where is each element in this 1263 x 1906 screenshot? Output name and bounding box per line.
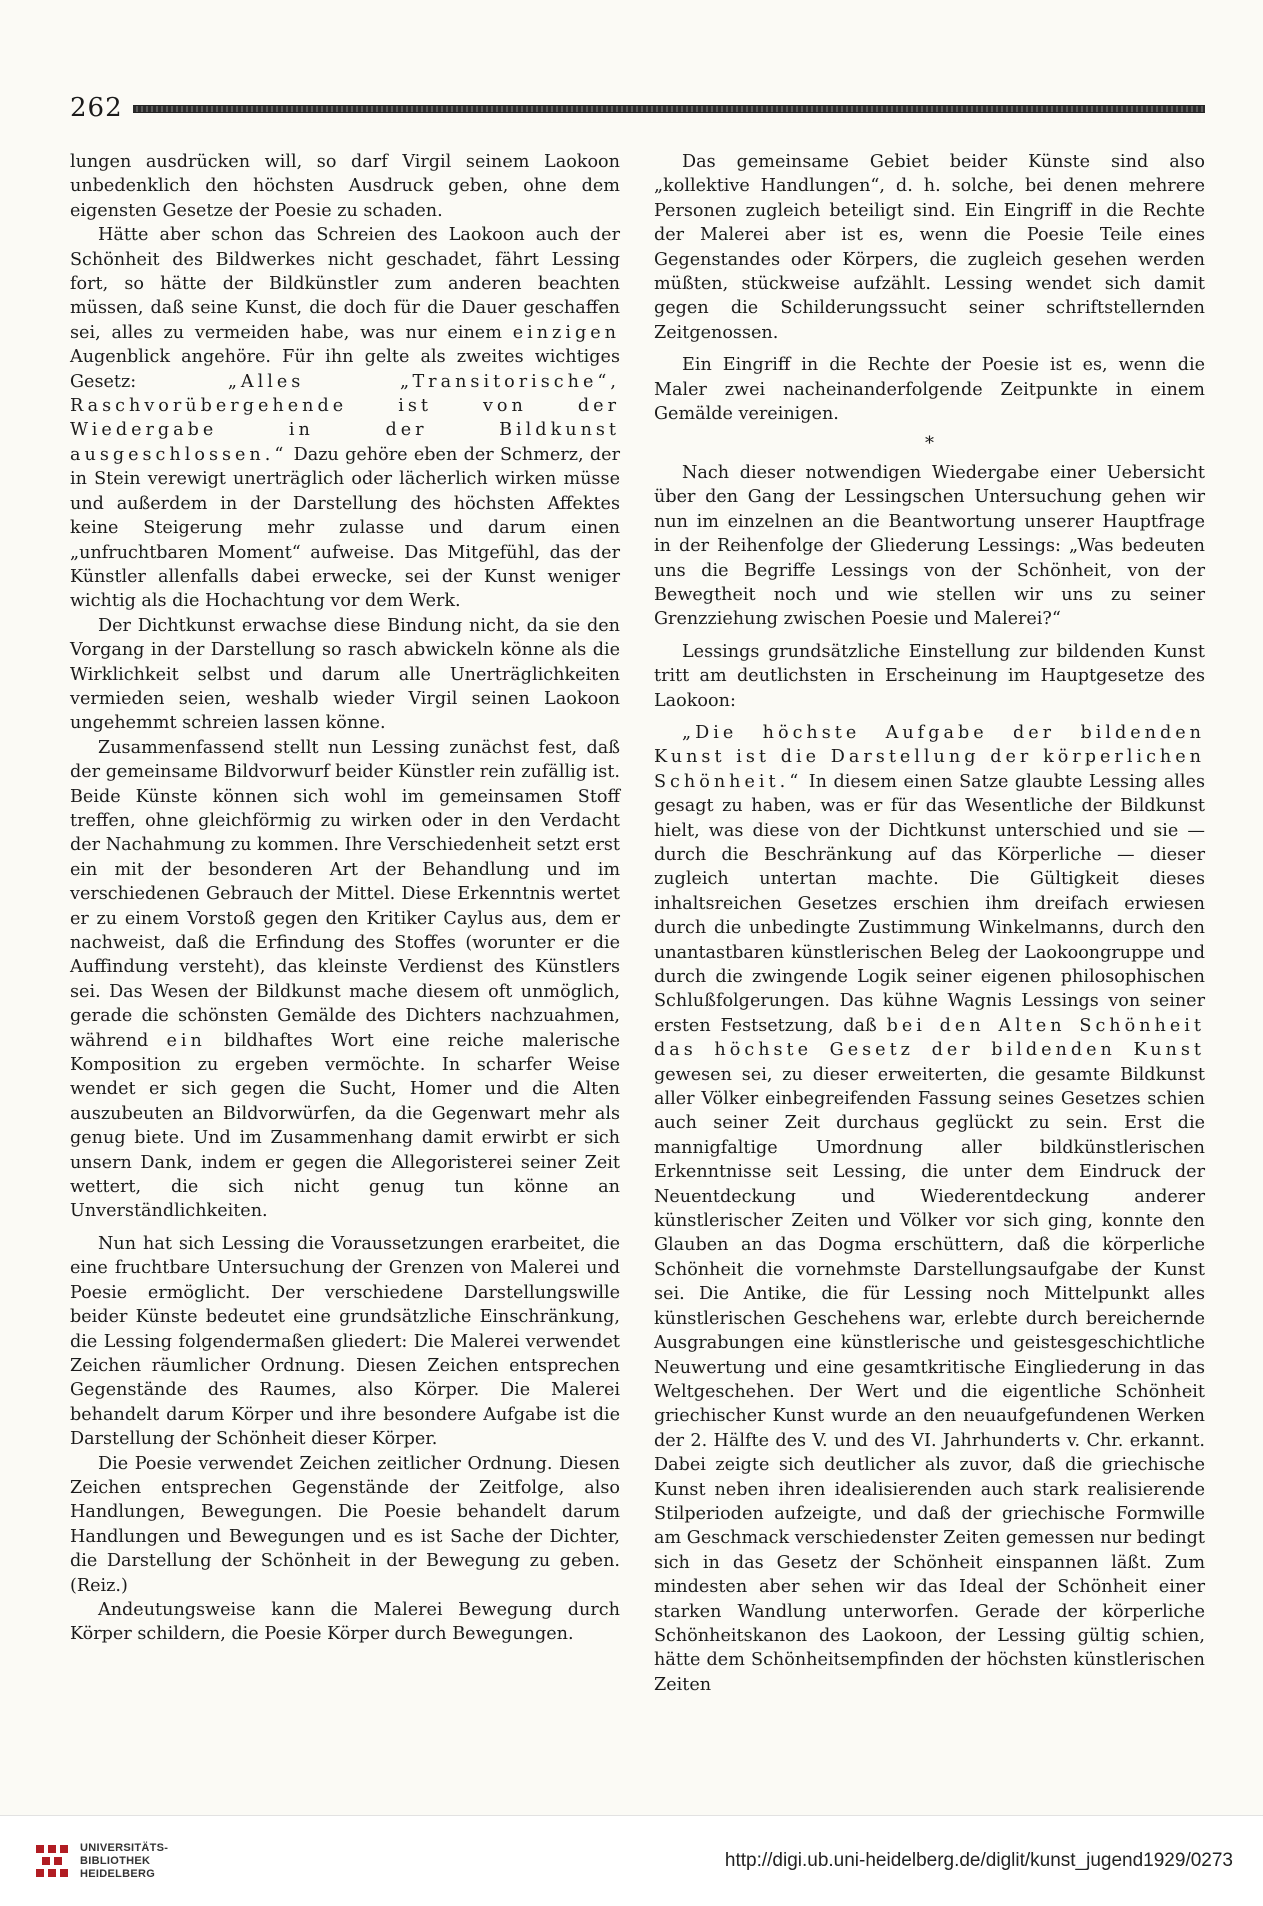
paragraph: Das gemeinsame Gebiet beider Künste sind also „kollektive Handlungen“, d. h. solche, bei denen mehrere Personen zugleich beteiligt sind. Ein Eingriff in die Rechte der Malerei aber ist es, wenn die Poesie Teile eines Gegenstandes oder Körpers, die zugleich gesehen werden müßten, stückweise aufzählt. Lessing wendet sich damit gegen die Schilderungssucht seiner schriftstellernden Zeitgenossen. (654, 152, 1205, 343)
page-number: 262 (70, 93, 123, 123)
library-seal-icon (34, 1841, 70, 1881)
paragraph: Nach dieser notwendigen Wiedergabe einer Uebersicht über den Gang der Lessingschen Untersuchung gehen wir nun im einzelnen an die Beantwortung unserer Hauptfrage in der Reihenfolge der Gliederung Lessings: „Was bedeuten uns die Begriffe Lessings von der Schönheit, von der Bewegtheit noch und wie stellen wir uns zu seiner Grenzziehung zwischen Poesie und Malerei?“ (654, 462, 1205, 630)
text-run: gewesen sei, zu dieser erweiterten, die gesamte Bildkunst aller Völker einbegreifenden Fassung seines Gesetzes schien auch seiner Zeit durchaus geglückt zu sein. Erst die mannigfaltige Umordnung aller bildkünstlerischen Erkenntnisse seit Lessing, die unter dem Eindruck der Neuentdeckung und Wiederentdeckung anderer künstlerischer Zeiten und Völker vor sich ging, konnte den Glauben an das Dogma erschüttern, daß die körperliche Schönheit die vornehmste Darstellungsaufgabe der Kunst sei. Die Antike, die für Lessing noch Mittelpunkt alles künstlerischen Geschehens war, erlebte durch bereichernde Ausgrabungen eine künstlerische und geistesgeschichtliche Neuwertung und eine gesamtkritische Eingliederung in das Weltgeschehen. Der Wert und die eigentliche Schönheit griechischer Kunst wurde an den neuaufgefundenen Werken der 2. Hälfte des V. und des VI. Jahrhunderts v. Chr. erkannt. Dabei zeigte sich deutlicher als zuvor, daß die griechische Kunst neben ihren idealisierenden auch stark realisierende Stilperioden aufzeigte, und daß der griechische Formwille am Geschmack verschiedenster Zeiten gemessen nur bedingt sich in das Gesetz der Schönheit einspannen läßt. Zum mindesten aber sehen wir das Ideal der Schönheit einer starken Wandlung unterworfen. Gerade der körperliche Schönheitskanon des Laokoon, der Lessing gültig schien, hätte dem Schönheitsempfinden der höchsten künstlerischen Zeiten (654, 1064, 1205, 1695)
library-name (80, 1842, 168, 1881)
text-run: bildhaftes Wort eine reiche malerische Komposition zu ergeben vermöchte. In scharfer Weise wendet er sich gegen die Sucht, Homer und die Alten auszubeuten an Bildvorwürfen, da die Gegenwart mehr als genug biete. Und im Zusammenhang damit erwirbt er sich unsern Dank, indem er gegen die Allegoristerei seiner Zeit wettert, die sich nicht genug tun könne an Unverständlichkeiten. (70, 1030, 621, 1222)
spaced-emphasis: „Alles „Transitorische“, Raschvorübergehende ist von der Wiedergabe in der Bildkunst ausgeschlossen.“ (70, 371, 620, 465)
paragraph: Lessings grundsätzliche Einstellung zur bildenden Kunst tritt am deutlichsten in Erscheinung im Hauptgesetze des Laokoon: (654, 641, 1205, 711)
right-column (654, 150, 1205, 1697)
permalink-url[interactable]: http://digi.ub.uni-heidelberg.de/diglit/kunst_jugend1929/0273 (724, 1850, 1233, 1871)
text-run: In diesem einen Satze glaubte Lessing alles gesagt zu haben, was er für das Wesentliche der Bildkunst hielt, was diese von der Dichtkunst unterschied und sie — durch die Beschränkung auf das Körperliche — dieser zugleich untertan machte. Die Gültigkeit dieses inhaltsreichen Gesetzes erschien ihm dreifach erwiesen durch die unbedingte Zustimmung Winkelmanns, durch den unantastbaren künstlerischen Beleg der Laokoongruppe und durch die zwingende Logik seiner eigenen philosophischen Schlußfolgerungen. Das kühne Wagnis Lessings von seiner ersten Festsetzung, daß (654, 771, 1205, 1036)
section-separator: * (925, 433, 934, 455)
paragraph: Andeutungsweise kann die Malerei Bewegung durch Körper schildern, die Poesie Körper durch Bewegungen. (70, 1599, 620, 1645)
spaced-emphasis: „Die höchste Aufgabe der bildenden Kunst ist die Darstellung der körperlichen Schönheit.“ (654, 722, 1205, 792)
text-run: Augenblick angehöre. Für ihn gelte als zweites wichtiges Gesetz: (70, 347, 620, 392)
paragraph: lungen ausdrücken will, so darf Virgil seinem Laokoon unbedenklich den höchsten Ausdruck geben, ohne dem eigensten Gesetze der Poesie zu schaden. (70, 152, 620, 221)
paragraph (70, 736, 620, 1224)
spaced-emphasis: bei den Alten Schönheit das höchste Gesetz der bildenden Kunst (654, 1015, 1205, 1061)
text-run: Zusammenfassend stellt nun Lessing zunächst fest, daß der gemeinsame Bildvorwurf beider Künstler rein zufällig ist. Beide Künste können sich wohl im gemeinsamen Stoff treffen, ohne gleichförmig zu wirken oder in den Verdacht der Nachahmung zu kommen. Ihre Verschiedenheit setzt erst ein mit der besonderen Art der Behandlung und im verschiedenen Gebrauch der Mittel. Diese Erkenntnis wertet er zu einem Vorstoß gegen den Kritiker Caylus aus, dem er nachweist, daß die Erfindung des Stoffes (worunter er die Auffindung versteht), das kleinste Verdienst des Künstlers sei. Das Wesen der Bildkunst mache diesem oft unmöglich, gerade die schönsten Gemälde des Dichters nachzuahmen, während (70, 737, 620, 1051)
library-name-line-2: BIBLIOTHEK (80, 1854, 151, 1867)
left-column (70, 150, 620, 1647)
library-name-line-1: UNIVERSITÄTS- (80, 1841, 169, 1854)
paragraph: Der Dichtkunst erwachse diese Bindung nicht, da sie den Vorgang in der Darstellung so rasch abwickeln könne als die Wirklichkeit selbst und darum alle Unerträglichkeiten vermieden seien, weshalb wieder Virgil seinen Laokoon ungehemmt schreien lassen könne. (70, 615, 620, 734)
spaced-emphasis: ein (166, 1030, 206, 1051)
page-header (70, 88, 1205, 128)
paragraph: Ein Eingriff in die Rechte der Poesie ist es, wenn die Maler zwei nacheinanderfolgende Zeitpunkte in einem Gemälde vereinigen. (654, 355, 1205, 425)
paragraph: Die Poesie verwendet Zeichen zeitlicher Ordnung. Diesen Zeichen entsprechen Gegenstände der Zeitfolge, also Handlungen, Bewegungen. Die Poesie behandelt darum Handlungen und Bewegungen und es ist Sache der Dichter, die Darstellung der Schönheit in der Bewegung zu geben. (Reiz.) (70, 1453, 620, 1596)
library-logo[interactable] (34, 1841, 168, 1881)
header-rule (133, 105, 1205, 113)
spaced-emphasis: einzigen (512, 322, 620, 343)
library-name-line-3: HEIDELBERG (80, 1867, 156, 1880)
paragraph (654, 721, 1205, 1697)
text-run: Dazu gehöre eben der Schmerz, der in Stein verewigt unerträglich oder lächerlich wirken müsse und außerdem in der Darstellung des höchsten Affektes keine Steigerung mehr zulasse und darum einen „unfruchtbaren Moment“ aufweise. Das Mitgefühl, das der Künstler allenfalls dabei erwecke, sei der Kunst weniger wichtig als die Hochachtung vor dem Werk. (70, 444, 620, 612)
text-run: Hätte aber schon das Schreien des Laokoon auch der Schönheit des Bildwerkes nicht geschadet, fährt Lessing fort, so hätte der Bildkünstler zum anderen beachten müssen, daß seine Kunst, die doch für die Dauer geschaffen sei, alles zu vermeiden habe, was nur einem (70, 225, 620, 343)
paragraph (70, 223, 620, 614)
footer-bar (0, 1815, 1263, 1906)
paragraph: Nun hat sich Lessing die Voraussetzungen erarbeitet, die eine fruchtbare Untersuchung der Grenzen von Malerei und Poesie ermöglicht. Der verschiedene Darstellungswille beider Künste bedeutet eine grundsätzliche Einschränkung, die Lessing folgendermaßen gliedert: Die Malerei verwendet Zeichen räumlicher Ordnung. Diesen Zeichen entsprechen Gegenstände des Raumes, also Körper. Die Malerei behandelt darum Körper und ihre besondere Aufgabe ist die Darstellung der Schönheit dieser Körper. (70, 1233, 620, 1450)
